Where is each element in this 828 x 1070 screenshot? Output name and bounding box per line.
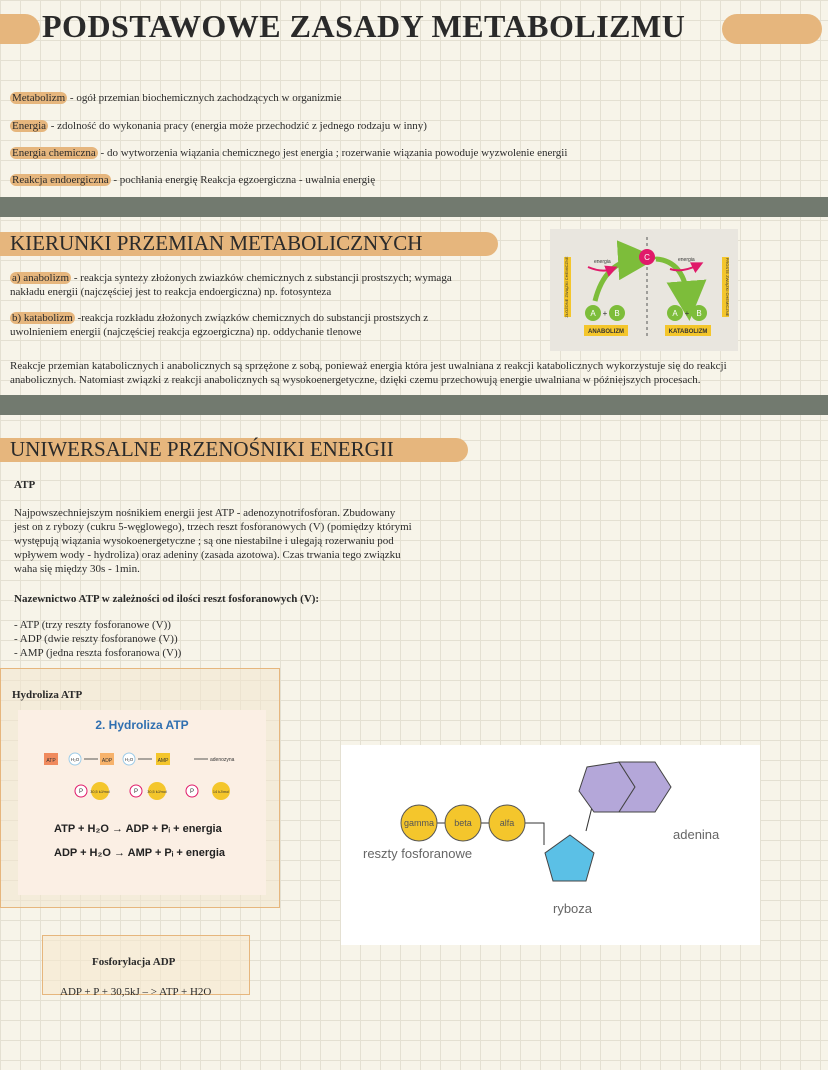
energy-label-right: energia — [678, 257, 695, 263]
atp-description: Najpowszechniejszym nośnikiem energii jest ATP - adenozynotrifosforan. Zbudowany jest on z rybozy (cukru 5-węglowego), trzech reszt fosforanowych (V) (pomiędzy którymi występują wiązania wysokoenergetyczne ; są one niestabilne i ulegają rozerwaniu pod wpływem wody - hydroliza) oraz adeniny (zasada azotowa). Czas trwania tego związku waha się między 30s - 1min. — [14, 507, 412, 575]
svg-text:gamma: gamma — [403, 818, 435, 828]
svg-text:ATP: ATP — [46, 758, 56, 764]
energy-label-left: energia — [594, 259, 611, 265]
adenine-label: adenina — [673, 827, 720, 842]
section2-title: UNIWERSALNE PRZENOŚNIKI ENERGII — [10, 437, 394, 461]
naming-item: - AMP (jedna reszta fosforanowa (V)) — [14, 647, 182, 659]
svg-text:B: B — [696, 309, 702, 318]
energy-in-arrow — [588, 267, 612, 271]
svg-text:30,5 kJ/mol: 30,5 kJ/mol — [90, 790, 110, 794]
metabolism-diagram-svg — [550, 229, 738, 351]
svg-text:C: C — [644, 253, 650, 262]
atp-structure-diagram — [341, 745, 760, 945]
naming-list — [14, 618, 181, 660]
svg-text:KATABOLIZM: KATABOLIZM — [668, 329, 708, 335]
term-katabolizm: b) katabolizm — [12, 312, 73, 324]
term-energia: Energia — [12, 120, 47, 132]
term-metabolizm: Metabolizm — [12, 92, 66, 104]
naming-heading: Nazewnictwo ATP w zależności od ilości reszt fosforanowych (V): — [14, 593, 320, 605]
term-energia-chemiczna: Energia chemiczna — [12, 147, 96, 159]
definition-energia-chemiczna: Energia chemiczna - do wytworzenia wiązania chemicznego jest energia ; rozerwanie wiązania powoduje wyzwolenie energii — [12, 147, 568, 159]
svg-text:30,5 kJ/mol: 30,5 kJ/mol — [147, 790, 167, 794]
naming-item: - ADP (dwie reszty fosforanowe (V)) — [14, 633, 178, 645]
hydrolysis-svg — [18, 710, 266, 895]
section1-title: KIERUNKI PRZEMIAN METABOLICZNYCH — [10, 231, 423, 255]
svg-text:14 kJ/mol: 14 kJ/mol — [212, 790, 230, 794]
svg-text:+: + — [684, 309, 690, 318]
definition-energia: Energia - zdolność do wykonania pracy (energia może przechodzić z jednego rodzaju w inny) — [12, 120, 427, 132]
svg-text:A: A — [590, 309, 596, 318]
phosphorylation-equation: ADP + P + 30,5kJ – > ATP + H2O — [60, 986, 212, 998]
divider-band-1 — [0, 197, 828, 217]
metabolism-diagram — [550, 229, 738, 351]
hydrolysis-heading: Hydroliza ATP — [12, 689, 83, 701]
chain-adenozyna: adenozyna — [210, 757, 235, 763]
phosphorylation-heading: Fosforylacja ADP — [92, 956, 176, 968]
svg-text:AMP: AMP — [157, 758, 169, 764]
right-vertical-label: PROSTE ZWIĄZKI CHEMICZNE — [725, 257, 730, 317]
left-vertical-label: ZŁOŻONE ZWIĄZKI CHEMICZNE — [564, 256, 569, 318]
phosphates-label: reszty fosforanowe — [363, 846, 473, 861]
katabolizm-text: b) katabolizm -reakcja rozkładu złożonych związków chemicznych do substancji prostszych z uwolnieniem energii (najczęściej reakcja egzoergiczna) np. oddychanie tlenowe — [10, 312, 429, 338]
ribose-pentagon — [545, 835, 594, 881]
catabolism-arrow — [656, 259, 688, 301]
naming-item: - ATP (trzy reszty fosforanowe (V)) — [14, 619, 171, 631]
svg-text:alfa: alfa — [499, 818, 515, 828]
atp-heading: ATP — [14, 479, 36, 491]
anabolism-arrow — [595, 259, 638, 301]
ribose-label: ryboza — [553, 901, 593, 916]
svg-text:H₂O: H₂O — [124, 757, 134, 762]
definition-metabolizm: Metabolizm - ogół przemian biochemicznych zachodzących w organizmie — [12, 92, 342, 104]
term-anabolizm: a) anabolizm — [12, 272, 70, 284]
svg-text:ANABOLIZM: ANABOLIZM — [588, 329, 624, 335]
svg-text:beta: beta — [454, 818, 472, 828]
atp-structure-svg — [341, 745, 760, 945]
anabolizm-text: a) anabolizm - reakcja syntezy złożonych zwiazków chemicznych z substancji prostszych; wymaga nakładu energii (najczęściej jest to reakcja endoergiczna) np. fotosynteza — [10, 272, 452, 298]
hydrolysis-eq-1: ATP + H₂O → ADP + Pᵢ + energia — [54, 823, 222, 835]
svg-text:P: P — [189, 789, 195, 795]
svg-text:ADP: ADP — [101, 758, 113, 764]
hydrolysis-card — [18, 710, 266, 895]
hydrolysis-eq-2: ADP + H₂O → AMP + Pᵢ + energia — [54, 847, 225, 859]
svg-text:B: B — [614, 309, 620, 318]
page-title: PODSTAWOWE ZASADY METABOLIZMU — [42, 8, 686, 44]
title-accent-right — [722, 14, 822, 44]
definition-reakcja: Reakcja endoergiczna - pochłania energię Reakcja egzoergiczna - uwalnia energię — [12, 174, 376, 186]
svg-text:A: A — [672, 309, 678, 318]
svg-text:P: P — [78, 789, 84, 795]
divider-band-2 — [0, 395, 828, 415]
svg-text:+: + — [602, 309, 608, 318]
title-accent-left — [0, 14, 40, 44]
term-reakcja-endoergiczna: Reakcja endoergiczna — [12, 174, 109, 186]
hydrolysis-card-title: 2. Hydroliza ATP — [95, 718, 189, 732]
svg-text:P: P — [133, 789, 139, 795]
metabolism-summary: Reakcje przemian katabolicznych i anabolicznych są sprzężone z sobą, ponieważ energia która jest uwalniana z reakcji katabolicznych wykorzystuje się do reakcji anabolicznych. Natomiast związki z reakcji anabolicznych są wysokoenergetyczne, dzięki czemu przechowują energie uwalniana w późniejszych procesach. — [10, 360, 727, 386]
svg-text:H₂O: H₂O — [70, 757, 80, 762]
